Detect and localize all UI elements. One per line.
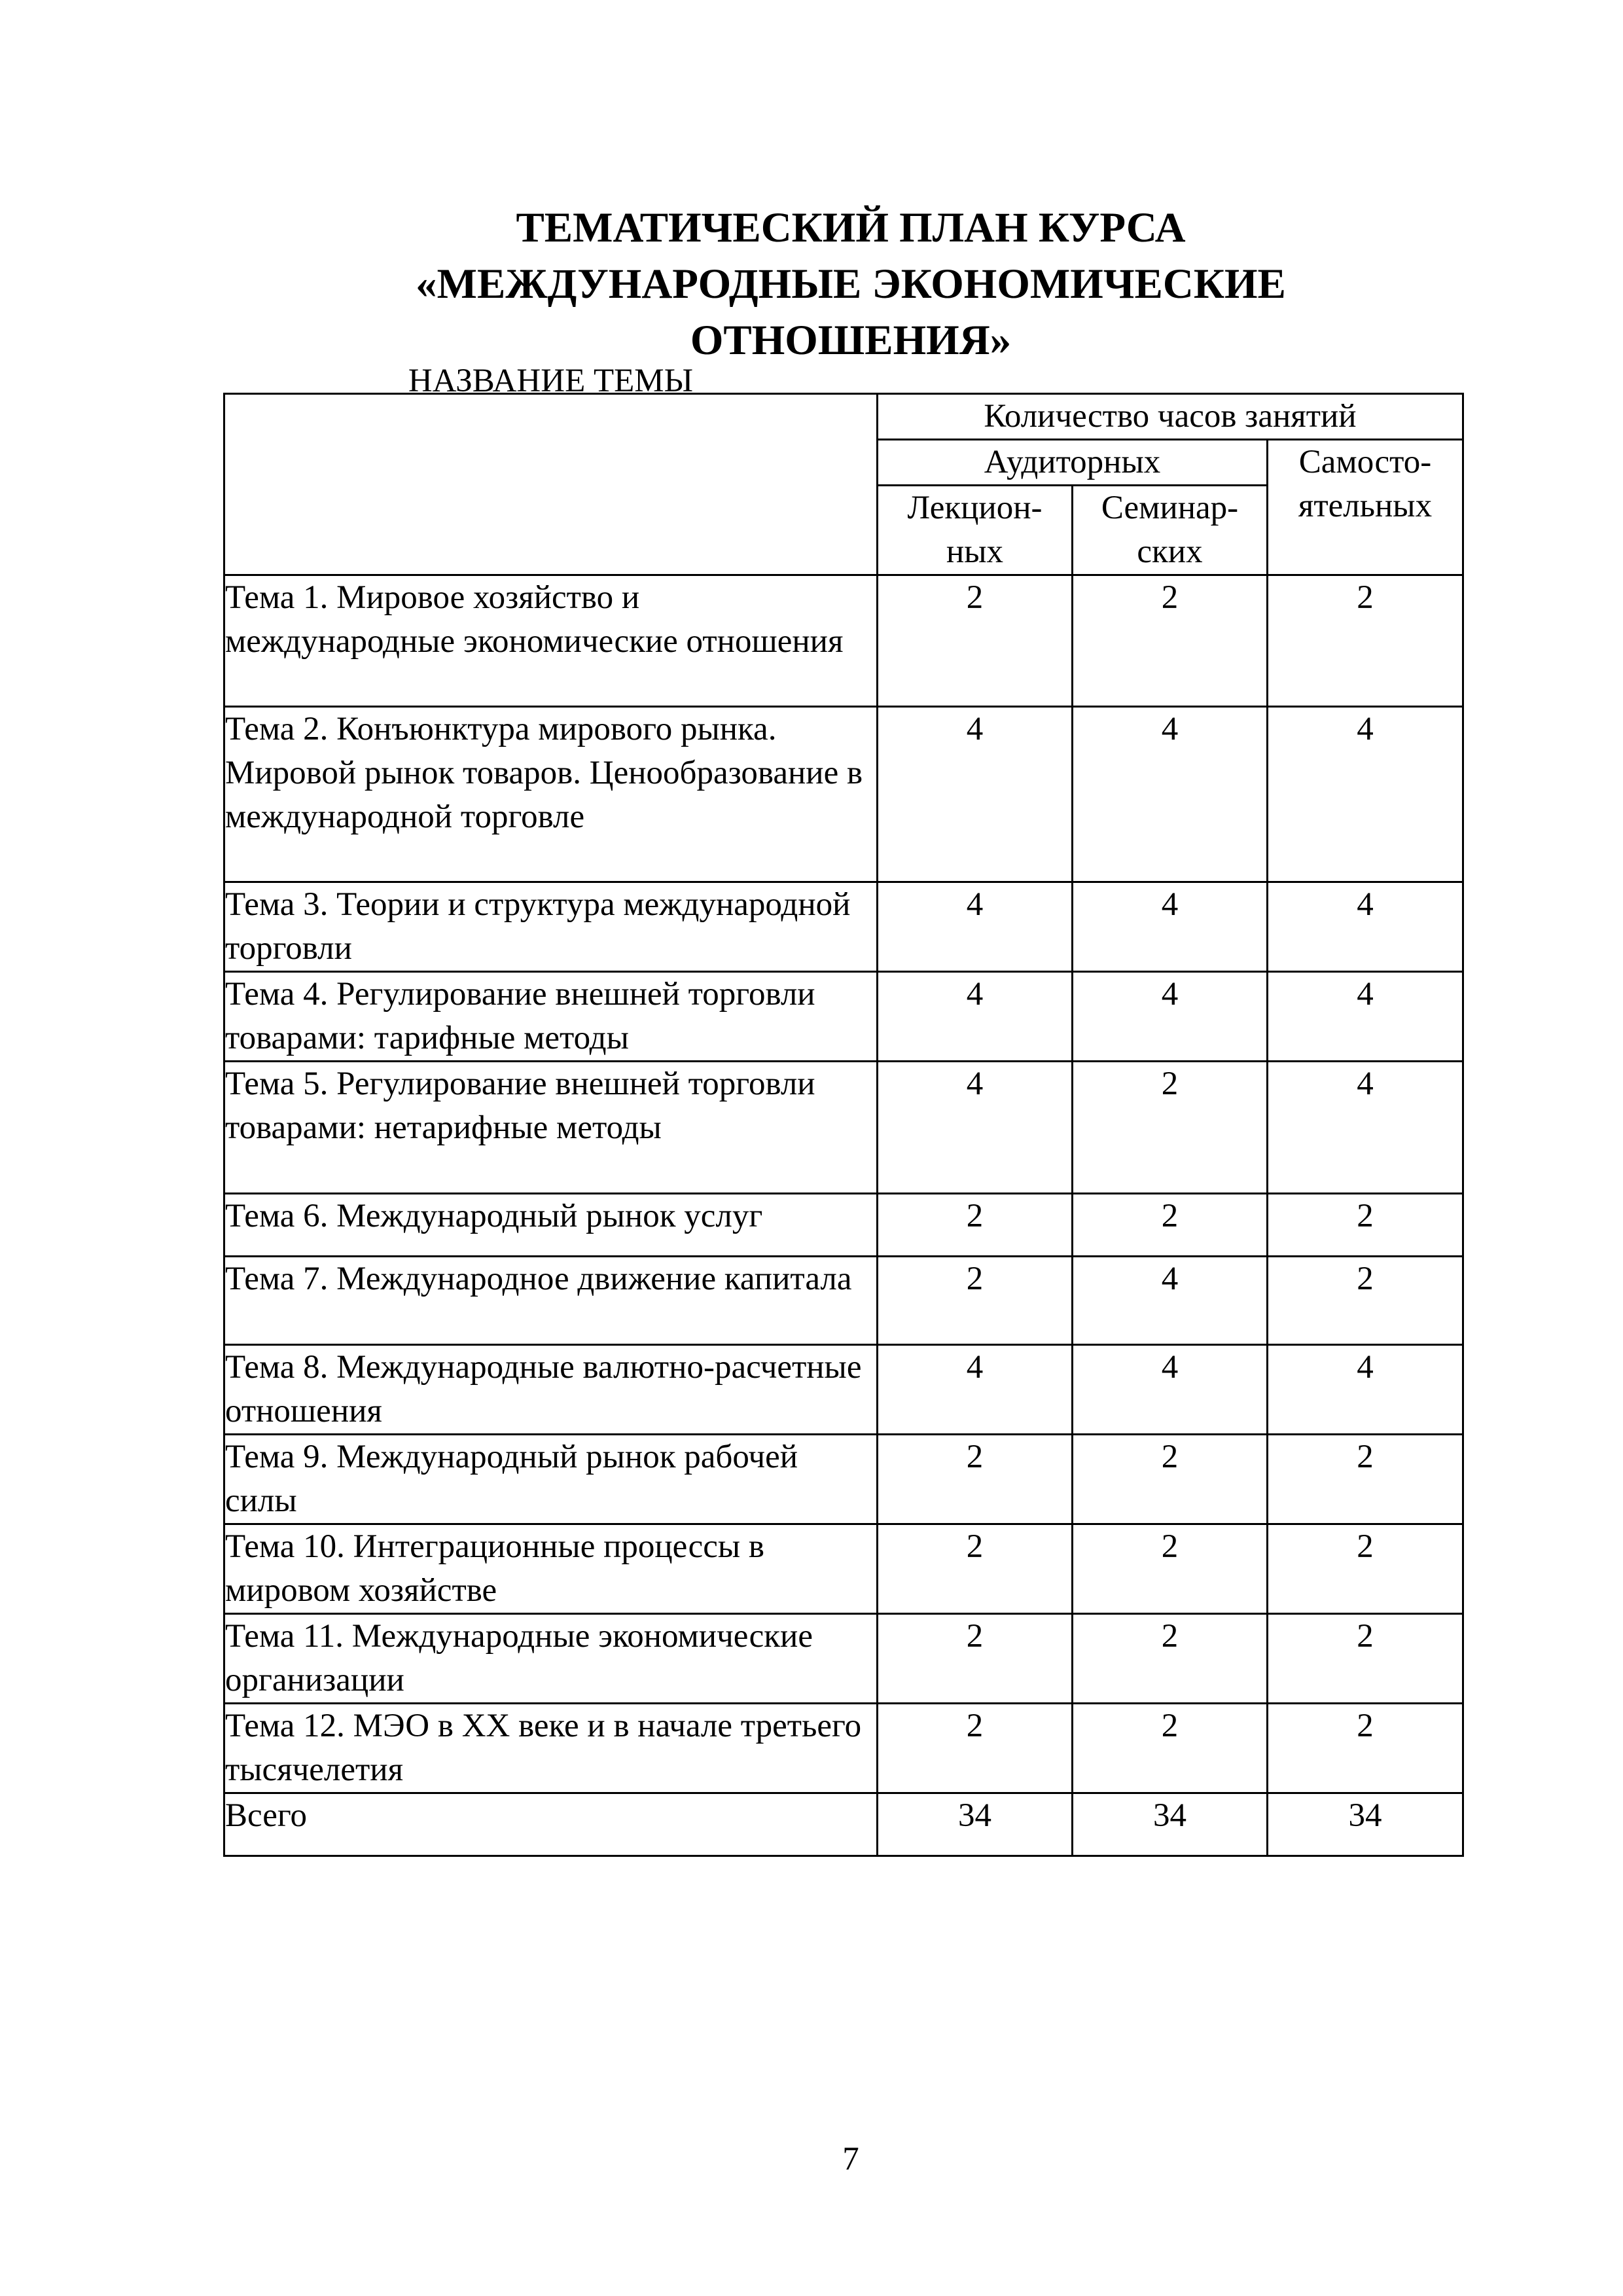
topic-cell: Тема 7. Международное движение капитала bbox=[224, 1257, 878, 1345]
independent-cell: 2 bbox=[1268, 1435, 1463, 1524]
independent-cell: 2 bbox=[1268, 1257, 1463, 1345]
seminars-cell: 2 bbox=[1073, 575, 1268, 707]
table-row bbox=[224, 1524, 1463, 1614]
table-row bbox=[224, 1062, 1463, 1194]
seminars-cell: 2 bbox=[1073, 1435, 1268, 1524]
seminars-cell: 4 bbox=[1073, 1345, 1268, 1435]
table-row bbox=[224, 1194, 1463, 1257]
topic-cell: Тема 12. МЭО в XX веке и в начале третьего тысячелетия bbox=[224, 1704, 878, 1793]
topic-cell: Тема 9. Международный рынок рабочей силы bbox=[224, 1435, 878, 1524]
header-lectures: Лекцион- ных bbox=[878, 486, 1073, 575]
header-topic-name: НАЗВАНИЕ ТЕМЫ bbox=[224, 394, 878, 575]
seminars-cell: 2 bbox=[1073, 1704, 1268, 1793]
table-row bbox=[224, 1257, 1463, 1345]
independent-cell: 4 bbox=[1268, 882, 1463, 972]
header-independent: Самосто- ятельных bbox=[1268, 440, 1463, 575]
total-label: Всего bbox=[224, 1793, 878, 1856]
title-line-2: «МЕЖДУНАРОДНЫЕ ЭКОНОМИЧЕСКИЕ bbox=[416, 260, 1286, 308]
header-classroom: Аудиторных bbox=[878, 440, 1268, 486]
lectures-cell: 4 bbox=[878, 1062, 1073, 1194]
independent-cell: 2 bbox=[1268, 1194, 1463, 1257]
topic-cell: Тема 10. Интеграционные процессы в мировом хозяйстве bbox=[224, 1524, 878, 1614]
title-line-3: ОТНОШЕНИЯ» bbox=[690, 317, 1012, 364]
seminars-cell: 4 bbox=[1073, 707, 1268, 882]
table-row bbox=[224, 972, 1463, 1062]
header-hours-total: Количество часов занятий bbox=[878, 394, 1463, 440]
seminars-cell: 2 bbox=[1073, 1062, 1268, 1194]
page-number: 7 bbox=[842, 2141, 859, 2178]
topic-cell: Тема 3. Теории и структура международной торговли bbox=[224, 882, 878, 972]
table-row bbox=[224, 882, 1463, 972]
table-row bbox=[224, 575, 1463, 707]
header-seminars: Семинар- ских bbox=[1073, 486, 1268, 575]
lectures-cell: 2 bbox=[878, 1614, 1073, 1704]
thematic-plan-table bbox=[223, 363, 1464, 1857]
independent-cell: 4 bbox=[1268, 1345, 1463, 1435]
page-title bbox=[0, 200, 1623, 368]
lectures-cell: 2 bbox=[878, 1704, 1073, 1793]
seminars-cell: 4 bbox=[1073, 972, 1268, 1062]
topic-cell: Тема 11. Международные экономические организации bbox=[224, 1614, 878, 1704]
independent-cell: 2 bbox=[1268, 1524, 1463, 1614]
topic-cell: Тема 1. Мировое хозяйство и международные экономические отношения bbox=[224, 575, 878, 707]
independent-cell: 2 bbox=[1268, 575, 1463, 707]
lectures-cell: 2 bbox=[878, 1257, 1073, 1345]
lectures-cell: 4 bbox=[878, 707, 1073, 882]
seminars-cell: 2 bbox=[1073, 1614, 1268, 1704]
lectures-cell: 2 bbox=[878, 1194, 1073, 1257]
independent-cell: 4 bbox=[1268, 707, 1463, 882]
seminars-cell: 4 bbox=[1073, 1257, 1268, 1345]
independent-cell: 2 bbox=[1268, 1704, 1463, 1793]
independent-cell: 4 bbox=[1268, 1062, 1463, 1194]
lectures-cell: 2 bbox=[878, 575, 1073, 707]
topic-cell: Тема 2. Конъюнктура мирового рынка. Мировой рынок товаров. Ценообразование в международной торговле bbox=[224, 707, 878, 882]
topic-cell: Тема 5. Регулирование внешней торговли товарами: нетарифные методы bbox=[224, 1062, 878, 1194]
topic-cell: Тема 4. Регулирование внешней торговли товарами: тарифные методы bbox=[224, 972, 878, 1062]
total-seminars: 34 bbox=[1073, 1793, 1268, 1856]
total-row bbox=[224, 1793, 1463, 1856]
header-row bbox=[224, 394, 1463, 440]
table-row bbox=[224, 1614, 1463, 1704]
lectures-cell: 2 bbox=[878, 1524, 1073, 1614]
table-row bbox=[224, 1704, 1463, 1793]
independent-cell: 4 bbox=[1268, 972, 1463, 1062]
table-row bbox=[224, 707, 1463, 882]
topic-cell: Тема 8. Международные валютно-расчетные отношения bbox=[224, 1345, 878, 1435]
title-line-1: ТЕМАТИЧЕСКИЙ ПЛАН КУРСА bbox=[516, 204, 1186, 251]
topic-cell: Тема 6. Международный рынок услуг bbox=[224, 1194, 878, 1257]
table-row bbox=[224, 1435, 1463, 1524]
lectures-cell: 4 bbox=[878, 972, 1073, 1062]
lectures-cell: 2 bbox=[878, 1435, 1073, 1524]
seminars-cell: 2 bbox=[1073, 1524, 1268, 1614]
lectures-cell: 4 bbox=[878, 882, 1073, 972]
seminars-cell: 4 bbox=[1073, 882, 1268, 972]
independent-cell: 2 bbox=[1268, 1614, 1463, 1704]
lectures-cell: 4 bbox=[878, 1345, 1073, 1435]
total-independent: 34 bbox=[1268, 1793, 1463, 1856]
total-lectures: 34 bbox=[878, 1793, 1073, 1856]
table-row bbox=[224, 1345, 1463, 1435]
seminars-cell: 2 bbox=[1073, 1194, 1268, 1257]
